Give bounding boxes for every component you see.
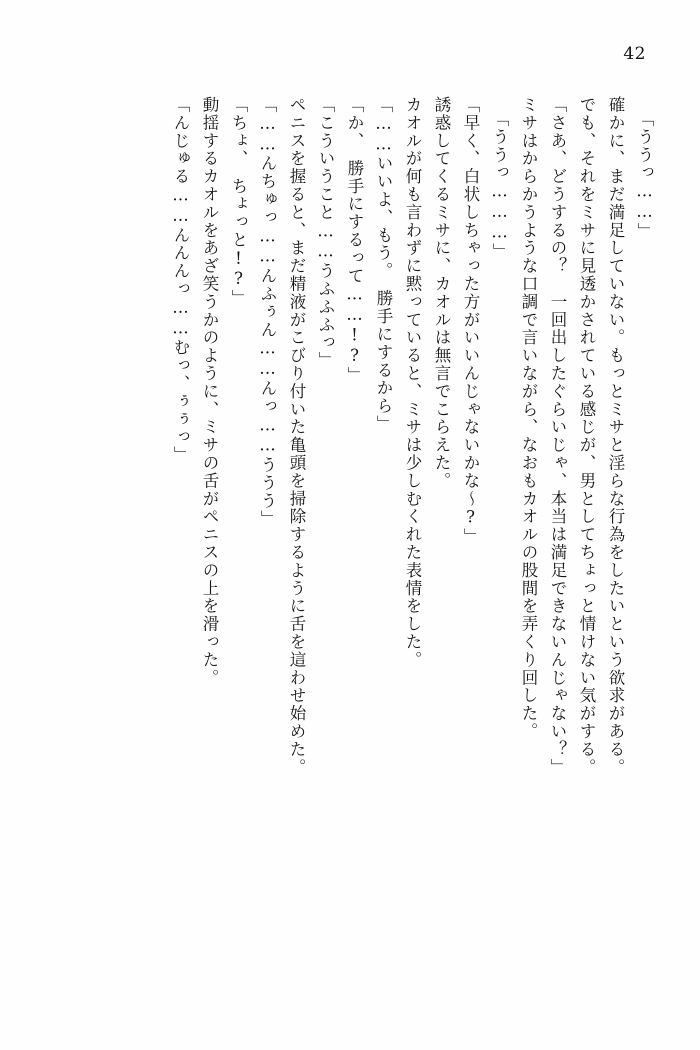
text-column: でも、それをミサに見透かされている感じが、男としてちょっと情けない気がする。	[577, 96, 596, 777]
text-column: ミサはからかうような口調で言いながら、なおもカオルの股間を弄くり回した。	[519, 96, 538, 741]
text-column: 「……んちゅっ……んふぅん……んっ……ううう」	[258, 96, 277, 528]
text-column: 動揺するカオルをあざ笑うかのように、ミサの舌がペニスの上を滑った。	[200, 96, 219, 687]
text-column: 「こういうこと……うふふふっ」	[316, 96, 335, 370]
text-column: 「ううっ………」	[490, 110, 509, 261]
text-column: 「か、 勝手にするって……!?」	[345, 96, 364, 385]
text-column: カオルが何も言わずに黙っていると、ミサは少しむくれた表情をした。	[403, 96, 422, 669]
text-column: 「ううっ……」	[635, 110, 654, 241]
text-column: 「ちょ、 ちょっと!?」	[229, 96, 248, 308]
text-column: ペニスを握ると、まだ精液がこびり付いた亀頭を掃除するように舌を這わせ始めた。	[287, 96, 306, 777]
text-column: 「さあ、どうするの？ 一回出したぐらいじゃ、本当は満足できないんじゃない？」	[548, 96, 567, 777]
text-column: 確かに、まだ満足していない。もっとミサと淫らな行為をしたいという欲求がある。	[606, 96, 625, 777]
text-column: 「んじゅる……んんんっ……むっ、ぅぅっ」	[171, 96, 190, 464]
vertical-text-body	[60, 96, 652, 980]
text-column: 誘惑してくるミサに、カオルは無言でこらえた。	[432, 96, 451, 490]
text-column: 「……いいよ、もう。 勝手にするから」	[374, 96, 393, 433]
page-number: 42	[623, 44, 646, 64]
text-column: 「早く、白状しちゃった方がいいんじゃないかな～?」	[461, 96, 480, 546]
